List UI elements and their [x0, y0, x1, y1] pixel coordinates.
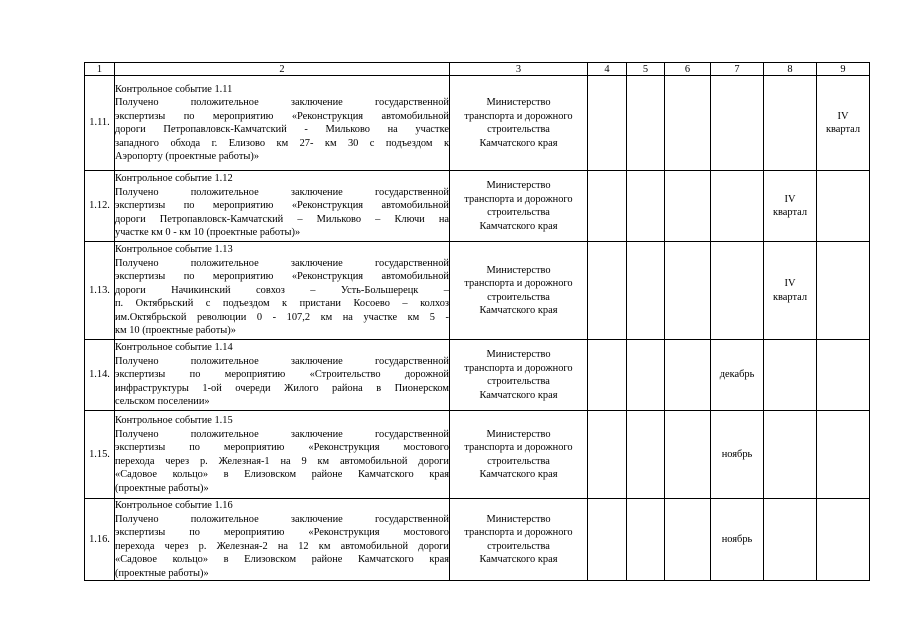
event-text-line: инфраструктуры 1-ой очереди Жилого района в Пионерском: [115, 382, 449, 394]
event-text-line: дороги Начикинский совхоз – Усть-Большерецк –: [115, 284, 449, 296]
event-description: [115, 340, 450, 411]
event-title: Контрольное событие 1.15: [115, 415, 233, 426]
organization-line: Министерство: [486, 97, 551, 108]
row-number: 1.14.: [85, 340, 115, 411]
column-header: 9: [817, 63, 870, 76]
column-8-cell: [764, 499, 817, 581]
column-header: 6: [665, 63, 711, 76]
event-text-line: экспертизы по мероприятию «Реконструкция автомобильной: [115, 110, 449, 122]
column-6-cell: [665, 411, 711, 499]
column-7-cell: [711, 340, 764, 411]
column-4-cell: [588, 340, 627, 411]
table-header-row: [85, 63, 870, 76]
column-4-cell: [588, 242, 627, 340]
event-text-line: дороги Петропавловск-Камчатский – Мильково – Ключи на: [115, 213, 449, 225]
table-row: [85, 411, 870, 499]
column-5-cell: [627, 499, 665, 581]
deadline-text: ноябрь: [721, 533, 753, 545]
table-body: [85, 76, 870, 581]
column-8-cell: [764, 340, 817, 411]
row-number: 1.11.: [85, 76, 115, 171]
deadline-text: ноябрь: [721, 448, 753, 460]
event-text-line: «Садовое кольцо» в Елизовском районе Камчатского края: [115, 469, 449, 480]
column-7-cell: [711, 411, 764, 499]
event-text-line: экспертизы по мероприятию «Реконструкция автомобильной: [115, 271, 449, 283]
responsible-organization: [450, 499, 588, 581]
event-title: Контрольное событие 1.11: [115, 83, 233, 95]
event-title: Контрольное событие 1.12: [115, 173, 233, 185]
column-header: 1: [85, 63, 115, 76]
column-8-cell: [764, 76, 817, 171]
deadline-text: квартал: [772, 291, 808, 303]
organization-line: Камчатского края: [479, 389, 558, 401]
organization-line: транспорта и дорожного: [464, 110, 573, 122]
column-header: 7: [711, 63, 764, 76]
event-text-line: Получено положительное заключение государственной: [115, 186, 449, 198]
column-8-cell: [764, 242, 817, 340]
column-6-cell: [665, 340, 711, 411]
column-header: 5: [627, 63, 665, 76]
organization-line: строительства: [487, 291, 550, 303]
column-4-cell: [588, 411, 627, 499]
organization-line: строительства: [487, 124, 550, 135]
organization-line: транспорта и дорожного: [464, 193, 573, 205]
column-5-cell: [627, 171, 665, 242]
column-4-cell: [588, 171, 627, 242]
responsible-organization: [450, 76, 588, 171]
responsible-organization: [450, 242, 588, 340]
row-number: 1.15.: [85, 411, 115, 499]
row-number: 1.13.: [85, 242, 115, 340]
column-header: 8: [764, 63, 817, 76]
event-title: Контрольное событие 1.16: [115, 500, 233, 511]
event-text-line: Получено положительное заключение государственной: [115, 355, 449, 367]
organization-line: Камчатского края: [479, 137, 558, 149]
control-events-table: [84, 62, 870, 581]
event-title: Контрольное событие 1.13: [115, 244, 233, 256]
organization-line: транспорта и дорожного: [464, 527, 573, 538]
responsible-organization: [450, 411, 588, 499]
event-text-line: п. Октябрьский с подъездом к пристани Косоево – колхоз: [115, 298, 449, 310]
column-4-cell: [588, 499, 627, 581]
organization-line: Министерство: [486, 264, 551, 276]
column-header: 2: [115, 63, 450, 76]
organization-line: Камчатского края: [479, 554, 558, 565]
column-5-cell: [627, 340, 665, 411]
event-text-line: западного обхода г. Елизово км 27- км 30 с подъездом к: [115, 137, 449, 149]
organization-line: Министерство: [486, 349, 551, 360]
organization-line: Камчатского края: [479, 305, 558, 316]
event-text-line: экспертизы по мероприятию «Реконструкция мостового: [115, 527, 449, 538]
column-5-cell: [627, 411, 665, 499]
organization-line: Камчатского края: [479, 469, 558, 480]
column-9-cell: [817, 242, 870, 340]
column-7-cell: [711, 76, 764, 171]
event-text-line: перехода через р. Железная-1 на 9 км автомобильной дороги: [115, 455, 449, 467]
event-text-line: Получено положительное заключение государственной: [115, 513, 449, 525]
column-5-cell: [627, 76, 665, 171]
event-text-line: (проектные работы)»: [115, 482, 209, 494]
event-text-line: Получено положительное заключение государственной: [115, 257, 449, 269]
organization-line: строительства: [487, 207, 550, 218]
organization-line: строительства: [487, 455, 550, 467]
event-text-line: экспертизы по мероприятию «Строительство дорожной: [115, 369, 449, 381]
column-9-cell: [817, 411, 870, 499]
deadline-text: декабрь: [719, 369, 755, 381]
event-text-line: им.Октябрьской революции 0 - 107,2 км на участке км 5 -: [115, 311, 449, 323]
event-text-line: экспертизы по мероприятию «Реконструкция автомобильной: [115, 200, 449, 212]
deadline-text: IV: [837, 110, 849, 122]
organization-line: строительства: [487, 540, 550, 552]
column-5-cell: [627, 242, 665, 340]
event-title: Контрольное событие 1.14: [115, 342, 233, 354]
column-9-cell: [817, 340, 870, 411]
column-header: 3: [450, 63, 588, 76]
event-description: [115, 499, 450, 581]
event-text-line: Получено положительное заключение государственной: [115, 428, 449, 440]
event-text-line: экспертизы по мероприятию «Реконструкция мостового: [115, 442, 449, 453]
responsible-organization: [450, 171, 588, 242]
column-8-cell: [764, 171, 817, 242]
organization-line: строительства: [487, 376, 550, 387]
event-text-line: сельском поселении»: [115, 396, 210, 408]
organization-line: транспорта и дорожного: [464, 442, 573, 453]
event-description: [115, 411, 450, 499]
table-row: [85, 340, 870, 411]
event-description: [115, 242, 450, 340]
event-description: [115, 171, 450, 242]
column-6-cell: [665, 171, 711, 242]
column-9-cell: [817, 171, 870, 242]
table-row: [85, 76, 870, 171]
column-7-cell: [711, 499, 764, 581]
event-text-line: Аэропорту (проектные работы)»: [115, 151, 260, 162]
column-header: 4: [588, 63, 627, 76]
column-9-cell: [817, 76, 870, 171]
deadline-text: IV: [784, 278, 796, 289]
column-8-cell: [764, 411, 817, 499]
event-text-line: перехода через р. Железная-2 на 12 км автомобильной дороги: [115, 540, 449, 552]
deadline-text: IV: [784, 193, 796, 205]
deadline-text: квартал: [825, 124, 861, 135]
column-7-cell: [711, 171, 764, 242]
event-text-line: участке км 0 - км 10 (проектные работы)»: [115, 227, 301, 239]
deadline-text: квартал: [772, 207, 808, 218]
organization-line: Министерство: [486, 428, 551, 440]
organization-line: транспорта и дорожного: [464, 278, 573, 289]
column-6-cell: [665, 499, 711, 581]
column-7-cell: [711, 242, 764, 340]
organization-line: Министерство: [486, 513, 551, 525]
column-6-cell: [665, 76, 711, 171]
organization-line: Камчатского края: [479, 220, 558, 232]
responsible-organization: [450, 340, 588, 411]
row-number: 1.16.: [85, 499, 115, 581]
table-row: [85, 171, 870, 242]
row-number: 1.12.: [85, 171, 115, 242]
table-row: [85, 242, 870, 340]
event-text-line: Получено положительное заключение государственной: [115, 97, 449, 108]
organization-line: Министерство: [486, 180, 551, 191]
organization-line: транспорта и дорожного: [464, 362, 573, 374]
event-text-line: «Садовое кольцо» в Елизовском районе Камчатского края: [115, 554, 449, 565]
event-description: [115, 76, 450, 171]
event-text-line: дороги Петропавловск-Камчатский - Мильково на участке: [115, 124, 449, 135]
column-6-cell: [665, 242, 711, 340]
column-9-cell: [817, 499, 870, 581]
event-text-line: (проектные работы)»: [115, 567, 209, 579]
table-row: [85, 499, 870, 581]
column-4-cell: [588, 76, 627, 171]
event-text-line: км 10 (проектные работы)»: [115, 325, 236, 337]
